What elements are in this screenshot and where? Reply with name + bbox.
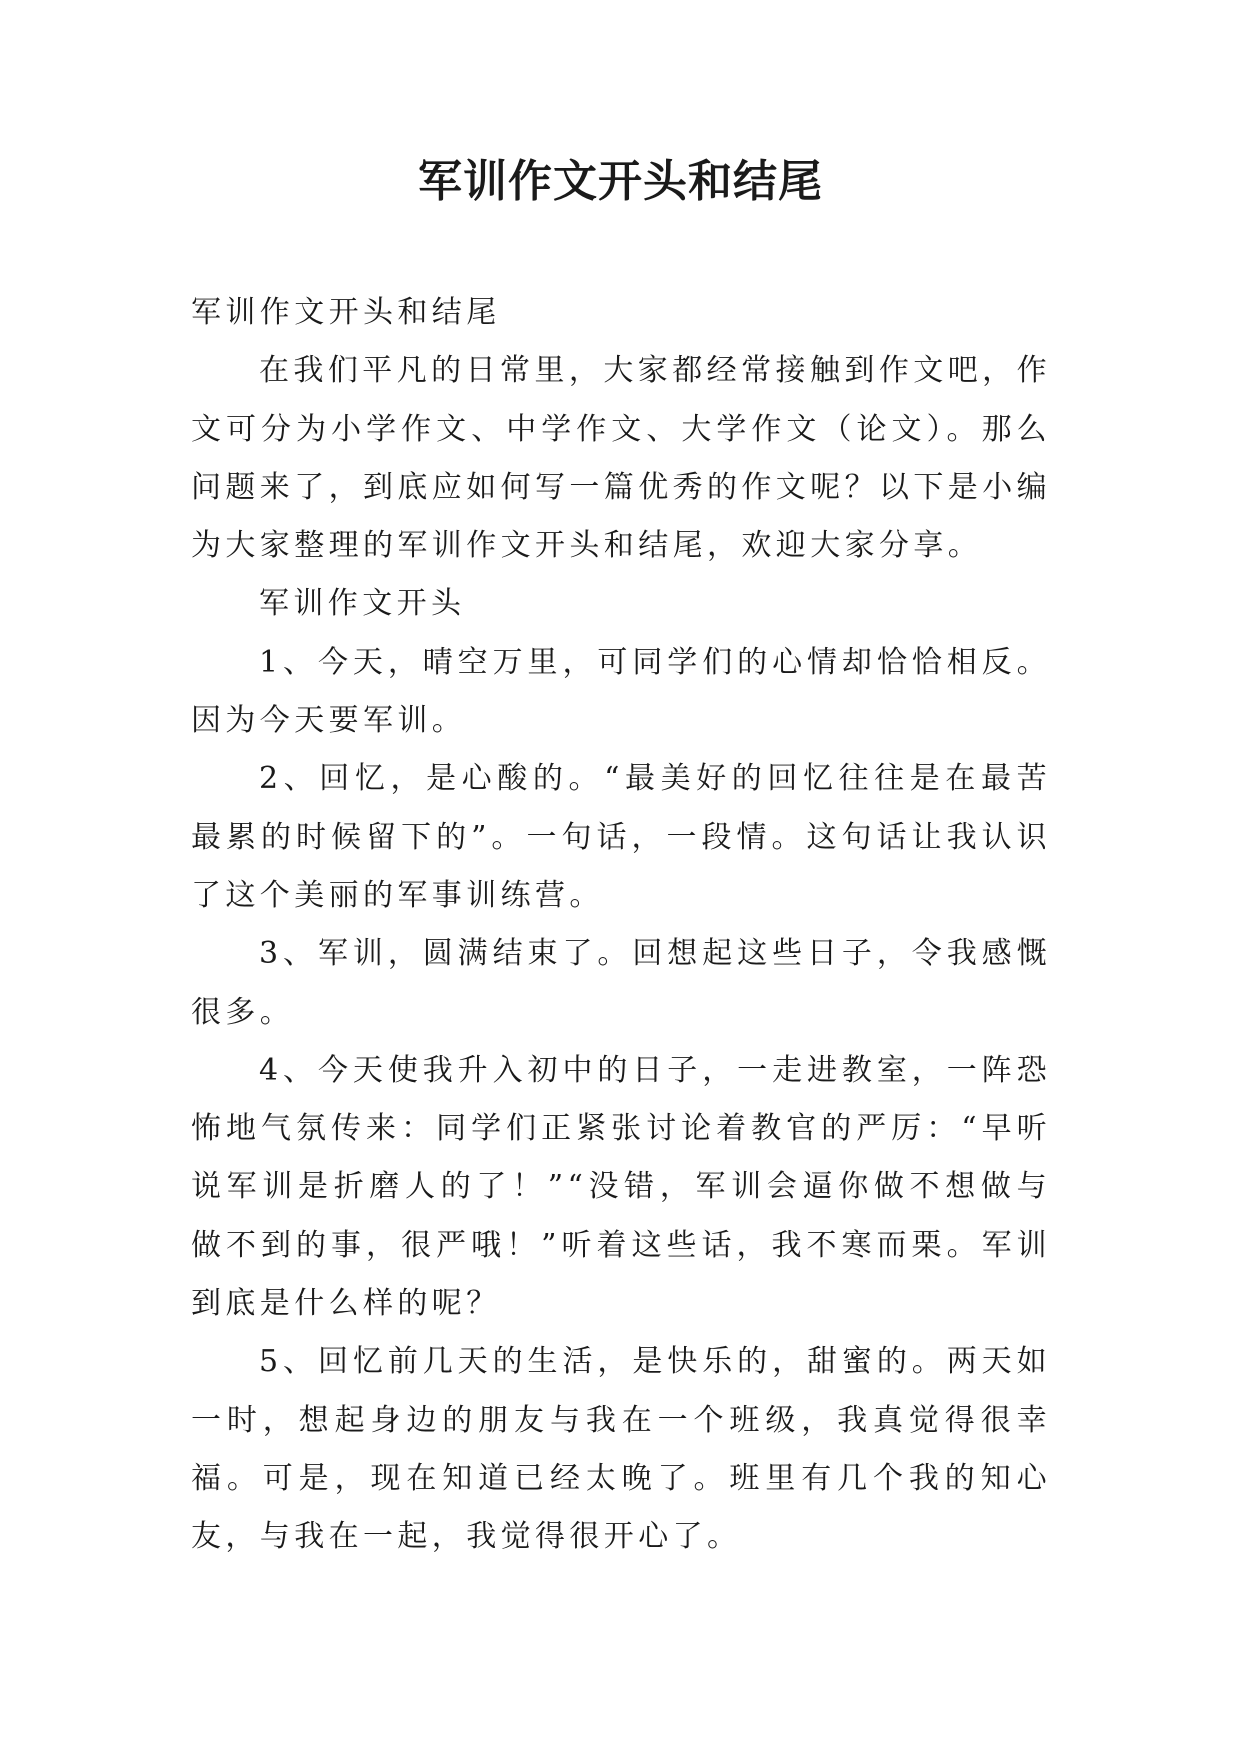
section-heading: 军训作文开头	[259, 586, 466, 622]
paragraph-item-5: 5、回忆前几天的生活，是快乐的，甜蜜的。两天如一时，想起身边的朋友与我在一个班级，我真觉得很幸福。可是，现在知道已经太晚了。班里有几个我的知心友，与我在一起，我觉得很开心了。	[191, 1344, 1051, 1555]
paragraph-intro: 在我们平凡的日常里，大家都经常接触到作文吧，作文可分为小学作文、中学作文、大学作文（论文）。那么问题来了，到底应如何写一篇优秀的作文呢？以下是小编为大家整理的军训作文开头和结尾，欢迎大家分享。	[191, 353, 1051, 564]
document-title: 军训作文开头和结尾	[418, 156, 823, 207]
paragraph-item-4: 4、今天使我升入初中的日子，一走进教室，一阵恐怖地气氛传来：同学们正紧张讨论着教官的严厉：“早听说军训是折磨人的了！”“没错，军训会逼你做不想做与做不到的事，很严哦！”听着这些话，我不寒而栗。军训到底是什么样的呢？	[191, 1052, 1051, 1322]
paragraph-item-1: 1、今天，晴空万里，可同学们的心情却恰恰相反。因为今天要军训。	[191, 644, 1051, 739]
paragraph-item-2: 2、回忆，是心酸的。“最美好的回忆往往是在最苦最累的时候留下的”。一句话，一段情。这句话让我认识了这个美丽的军事训练营。	[191, 761, 1051, 913]
document-body	[191, 284, 1051, 1567]
paragraph-subtitle: 军训作文开头和结尾	[191, 295, 501, 330]
paragraph-item-3: 3、军训，圆满结束了。回想起这些日子，令我感慨很多。	[191, 936, 1051, 1030]
